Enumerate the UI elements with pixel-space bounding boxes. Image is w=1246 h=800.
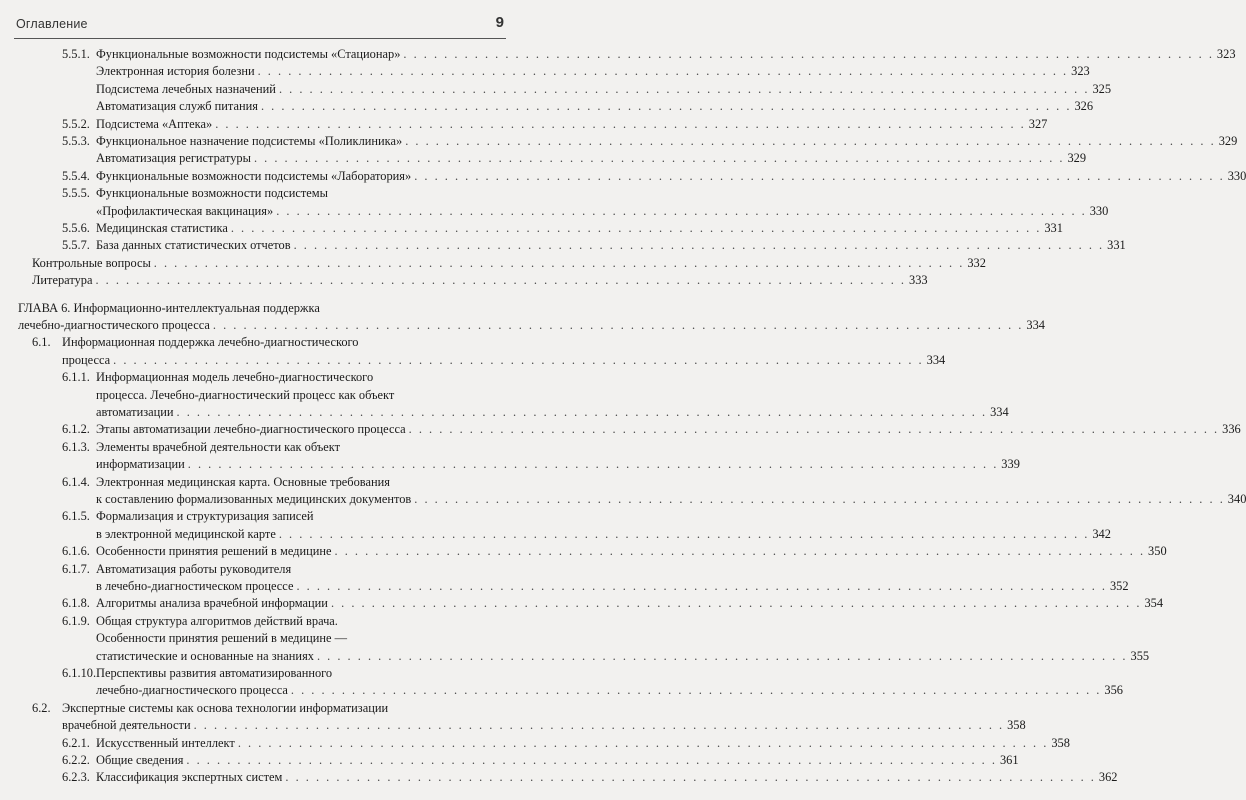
toc-page-number: 327 — [1028, 116, 1048, 131]
toc-page-number: 356 — [1104, 683, 1123, 698]
dot-leader: . . . . . . . . . . . . . . . . . . . . . . . . . . . . . . . . . . . . . . . . . . . . . . . . . . . . . . . . . . . . . . . . . . . . . . . . . . . . . . . . — [260, 99, 1072, 114]
toc-entry-number: 6.1.3. — [62, 439, 90, 454]
toc-page-number: 340 — [1227, 491, 1246, 506]
dot-leader: . . . . . . . . . . . . . . . . . . . . . . . . . . . . . . . . . . . . . . . . . . . . . . . . . . . . . . . . . . . . . . . . . . . . . . . . . . . . . . . . — [276, 203, 1087, 218]
dot-leader: . . . . . . . . . . . . . . . . . . . . . . . . . . . . . . . . . . . . . . . . . . . . . . . . . . . . . . . . . . . . . . . . . . . . . . . . . . . . . . . . — [285, 770, 1096, 785]
dot-leader: . . . . . . . . . . . . . . . . . . . . . . . . . . . . . . . . . . . . . . . . . . . . . . . . . . . . . . . . . . . . . . . . . . . . . . . . . . . . . . . . — [403, 47, 1214, 61]
dot-leader: . . . . . . . . . . . . . . . . . . . . . . . . . . . . . . . . . . . . . . . . . . . . . . . . . . . . . . . . . . . . . . . . . . . . . . . . . . . . . . . . — [278, 81, 1090, 96]
dot-leader: . . . . . . . . . . . . . . . . . . . . . . . . . . . . . . . . . . . . . . . . . . . . . . . . . . . . . . . . . . . . . . . . . . . . . . . . . . . . . . . . — [257, 64, 1069, 79]
dot-leader: . . . . . . . . . . . . . . . . . . . . . . . . . . . . . . . . . . . . . . . . . . . . . . . . . . . . . . . . . . . . . . . . . . . . . . . . . . . . . . . . — [153, 255, 965, 270]
toc-page-number: 329 — [1067, 151, 1087, 166]
toc-entry-title-line: Искусственный интеллект — [96, 735, 235, 750]
toc-entry-title-line: База данных статистических отчетов — [96, 238, 291, 253]
toc-entry-title-line: Автоматизация работы руководителя — [96, 561, 292, 576]
toc-entry-title-line: Электронная история болезни — [96, 64, 255, 79]
toc-page-number: 331 — [1044, 221, 1063, 235]
toc-page-number: 325 — [1092, 81, 1112, 96]
dot-leader: . . . . . . . . . . . . . . . . . . . . . . . . . . . . . . . . . . . . . . . . . . . . . . . . . . . . . . . . . . . . . . . . . . . . . . . . . . . . . . . . — [414, 168, 1225, 183]
toc-page-number: 358 — [1007, 718, 1026, 733]
toc-page-number: 358 — [1051, 735, 1070, 750]
toc-entry-title-line: Экспертные системы как основа технологии информатизации — [62, 700, 389, 715]
toc-entry-number: 5.5.7. — [62, 238, 90, 253]
toc-entry-title-line: Функциональное назначение подсистемы «Поликлиника» — [96, 134, 403, 148]
toc-entry-title-line: Классификация экспертных систем — [96, 770, 283, 785]
toc-entry-title-line: процесса. Лечебно-диагностический процесс как объект — [96, 387, 395, 402]
toc-entry-title-line: ГЛАВА 6. Информационно-интеллектуальная поддержка — [18, 300, 320, 315]
dot-leader: . . . . . . . . . . . . . . . . . . . . . . . . . . . . . . . . . . . . . . . . . . . . . . . . . . . . . . . . . . . . . . . . . . . . . . . . . . . . . . . . — [405, 134, 1216, 148]
toc-entry-number: 6.2. — [32, 700, 51, 715]
toc-entry-title-line: Подсистема лечебных назначений — [96, 81, 276, 96]
dot-leader: . . . . . . . . . . . . . . . . . . . . . . . . . . . . . . . . . . . . . . . . . . . . . . . . . . . . . . . . . . . . . . . . . . . . . . . . . . . . . . . . — [186, 753, 997, 767]
toc-entry-title-line: автоматизации — [96, 404, 174, 419]
toc-entry-title-line: Этапы автоматизации лечебно-диагностического процесса — [96, 422, 406, 437]
toc-entry-title-line: Литература — [32, 273, 93, 288]
header-page-number: 9 — [495, 14, 504, 31]
toc-entry-title-line: Формализация и структуризация записей — [96, 509, 314, 524]
header-title: Оглавление — [16, 17, 88, 31]
dot-leader: . . . . . . . . . . . . . . . . . . . . . . . . . . . . . . . . . . . . . . . . . . . . . . . . . . . . . . . . . . . . . . . . . . . . . . . . . . . . . . . . — [253, 151, 1065, 166]
running-header — [14, 14, 506, 39]
toc-entry-number: 5.5.3. — [62, 134, 90, 148]
toc-entry-number: 6.1.2. — [62, 422, 90, 437]
toc-entry-title-line: лечебно-диагностического процесса — [18, 317, 210, 332]
dot-leader: . . . . . . . . . . . . . . . . . . . . . . . . . . . . . . . . . . . . . . . . . . . . . . . . . . . . . . . . . . . . . . . . . . . . . . . . . . . . . . . . — [414, 491, 1225, 506]
toc-entry-title-line: Функциональные возможности подсистемы «Стационар» — [96, 47, 401, 61]
toc-entry-number: 6.2.2. — [62, 753, 90, 767]
dot-leader: . . . . . . . . . . . . . . . . . . . . . . . . . . . . . . . . . . . . . . . . . . . . . . . . . . . . . . . . . . . . . . . . . . . . . . . . . . . . . . . . — [187, 457, 999, 472]
dot-leader: . . . . . . . . . . . . . . . . . . . . . . . . . . . . . . . . . . . . . . . . . . . . . . . . . . . . . . . . . . . . . . . . . . . . . . . . . . . . . . . . — [176, 404, 988, 419]
toc-entry-title-line: Медицинская статистика — [96, 221, 228, 235]
toc-page-number: 334 — [990, 404, 1009, 419]
toc-entry-title-line: Алгоритмы анализа врачебной информации — [96, 596, 328, 611]
toc-entry-number: 6.1.5. — [62, 509, 90, 524]
dot-leader: . . . . . . . . . . . . . . . . . . . . . . . . . . . . . . . . . . . . . . . . . . . . . . . . . . . . . . . . . . . . . . . . . . . . . . . . . . . . . . . . — [95, 273, 906, 288]
dot-leader: . . . . . . . . . . . . . . . . . . . . . . . . . . . . . . . . . . . . . . . . . . . . . . . . . . . . . . . . . . . . . . . . . . . . . . . . . . . . . . . . — [408, 422, 1220, 437]
toc-entry-title-line: процесса — [62, 352, 111, 367]
dot-leader: . . . . . . . . . . . . . . . . . . . . . . . . . . . . . . . . . . . . . . . . . . . . . . . . . . . . . . . . . . . . . . . . . . . . . . . . . . . . . . . . — [230, 221, 1042, 235]
toc-entry-number: 6.1.4. — [62, 474, 90, 489]
dot-leader: . . . . . . . . . . . . . . . . . . . . . . . . . . . . . . . . . . . . . . . . . . . . . . . . . . . . . . . . . . . . . . . . . . . . . . . . . . . . . . . . — [334, 544, 1146, 559]
toc-page-number: 336 — [1222, 422, 1241, 437]
toc-page-number: 333 — [909, 273, 928, 288]
toc-page-number: 334 — [926, 352, 946, 367]
toc-entry-title-line: Общая структура алгоритмов действий врача. — [96, 613, 338, 628]
toc-entry-number: 6.2.1. — [62, 735, 90, 750]
toc-entry-number: 5.5.5. — [62, 186, 90, 201]
dot-leader: . . . . . . . . . . . . . . . . . . . . . . . . . . . . . . . . . . . . . . . . . . . . . . . . . . . . . . . . . . . . . . . . . . . . . . . . . . . . . . . . — [293, 238, 1105, 253]
toc-entry-number: 6.2.3. — [62, 770, 90, 785]
toc-entry-number: 6.1.6. — [62, 544, 90, 559]
toc-entry-title-line: статистические и основанные на знаниях — [96, 648, 314, 663]
toc-page-number: 330 — [1227, 168, 1246, 183]
toc-page-number: 342 — [1092, 526, 1111, 541]
toc-entry-title-line: Особенности принятия решений в медицине — [96, 544, 332, 559]
toc-entry-title-line: в лечебно-диагностическом процессе — [96, 578, 294, 593]
dot-leader: . . . . . . . . . . . . . . . . . . . . . . . . . . . . . . . . . . . . . . . . . . . . . . . . . . . . . . . . . . . . . . . . . . . . . . . . . . . . . . . . — [237, 735, 1049, 750]
toc-entry-title-line: Элементы врачебной деятельности как объект — [96, 439, 340, 454]
dot-leader: . . . . . . . . . . . . . . . . . . . . . . . . . . . . . . . . . . . . . . . . . . . . . . . . . . . . . . . . . . . . . . . . . . . . . . . . . . . . . . . . — [290, 683, 1102, 698]
toc-entry-number: 6.1.10. — [62, 666, 97, 680]
toc-entry-title-line: Функциональные возможности подсистемы «Лаборатория» — [96, 168, 412, 183]
dot-leader: . . . . . . . . . . . . . . . . . . . . . . . . . . . . . . . . . . . . . . . . . . . . . . . . . . . . . . . . . . . . . . . . . . . . . . . . . . . . . . . . — [212, 317, 1024, 332]
dot-leader: . . . . . . . . . . . . . . . . . . . . . . . . . . . . . . . . . . . . . . . . . . . . . . . . . . . . . . . . . . . . . . . . . . . . . . . . . . . . . . . . — [330, 596, 1142, 611]
toc-page-number: 329 — [1218, 134, 1238, 148]
toc-entry-title-line: Электронная медицинская карта. Основные требования — [96, 474, 390, 489]
toc-entry-number: 5.5.4. — [62, 168, 90, 183]
toc-entry-title-line: Контрольные вопросы — [32, 255, 151, 270]
toc-entry-title-line: Подсистема «Аптека» — [96, 116, 213, 131]
toc-entry-title-line: Автоматизация служб питания — [96, 99, 258, 114]
toc-entry-title-line: информатизации — [96, 457, 185, 472]
toc-page-number: 362 — [1098, 770, 1118, 785]
toc-entry-number: 6.1.8. — [62, 596, 90, 611]
toc-entry-title-line: «Профилактическая вакцинация» — [96, 203, 274, 218]
dot-leader: . . . . . . . . . . . . . . . . . . . . . . . . . . . . . . . . . . . . . . . . . . . . . . . . . . . . . . . . . . . . . . . . . . . . . . . . . . . . . . . . — [278, 526, 1090, 541]
toc-entry-number: 5.5.2. — [62, 116, 90, 131]
dot-leader: . . . . . . . . . . . . . . . . . . . . . . . . . . . . . . . . . . . . . . . . . . . . . . . . . . . . . . . . . . . . . . . . . . . . . . . . . . . . . . . . — [113, 352, 924, 367]
toc-entry-number: 6.1.9. — [62, 613, 90, 628]
toc-entry-title-line: Общие сведения — [96, 753, 184, 767]
toc-entry-number: 6.1.7. — [62, 561, 90, 576]
dot-leader: . . . . . . . . . . . . . . . . . . . . . . . . . . . . . . . . . . . . . . . . . . . . . . . . . . . . . . . . . . . . . . . . . . . . . . . . . . . . . . . . — [215, 116, 1026, 131]
toc-page-number: 339 — [1001, 457, 1020, 472]
toc-page-number: 332 — [967, 255, 986, 270]
toc-entry-title-line: врачебной деятельности — [62, 718, 191, 733]
toc-entry-title-line: Информационная поддержка лечебно-диагностического — [62, 335, 359, 350]
toc-entry-number: 5.5.1. — [62, 47, 90, 61]
toc-entry-number: 6.1. — [32, 335, 51, 350]
toc-entry-title-line: в электронной медицинской карте — [96, 526, 276, 541]
toc-entry-title-line: Автоматизация регистратуры — [96, 151, 251, 166]
toc-page-number: 326 — [1074, 99, 1094, 114]
dot-leader: . . . . . . . . . . . . . . . . . . . . . . . . . . . . . . . . . . . . . . . . . . . . . . . . . . . . . . . . . . . . . . . . . . . . . . . . . . . . . . . . — [296, 578, 1107, 593]
toc-entry-number: 5.5.6. — [62, 221, 90, 235]
dot-leader: . . . . . . . . . . . . . . . . . . . . . . . . . . . . . . . . . . . . . . . . . . . . . . . . . . . . . . . . . . . . . . . . . . . . . . . . . . . . . . . . — [316, 648, 1128, 663]
dot-leader: . . . . . . . . . . . . . . . . . . . . . . . . . . . . . . . . . . . . . . . . . . . . . . . . . . . . . . . . . . . . . . . . . . . . . . . . . . . . . . . . — [193, 718, 1005, 733]
toc-page-number: 334 — [1026, 317, 1045, 332]
toc-page-number: 330 — [1089, 203, 1109, 218]
toc-page-number: 323 — [1071, 64, 1090, 79]
toc-page-number: 350 — [1148, 544, 1167, 559]
toc-page-number: 354 — [1144, 596, 1164, 611]
toc-entry-title-line: лечебно-диагностического процесса — [96, 683, 288, 698]
toc-page-number: 361 — [999, 753, 1019, 767]
toc-entry-title-line: Особенности принятия решений в медицине — — [96, 631, 347, 646]
toc-entry-title-line: к составлению формализованных медицинских документов — [96, 491, 412, 506]
toc-entry-title-line: Функциональные возможности подсистемы — [96, 186, 328, 201]
toc-entry-title-line: Информационная модель лечебно-диагностического — [96, 370, 374, 385]
toc-page-number: 331 — [1107, 238, 1126, 253]
toc-page-number: 355 — [1130, 648, 1150, 663]
toc-entry-title-line: Перспективы развития автоматизированного — [96, 666, 333, 680]
toc-entry-number: 6.1.1. — [62, 370, 90, 385]
toc-page-number: 323 — [1216, 47, 1236, 61]
toc-page-number: 352 — [1109, 578, 1129, 593]
